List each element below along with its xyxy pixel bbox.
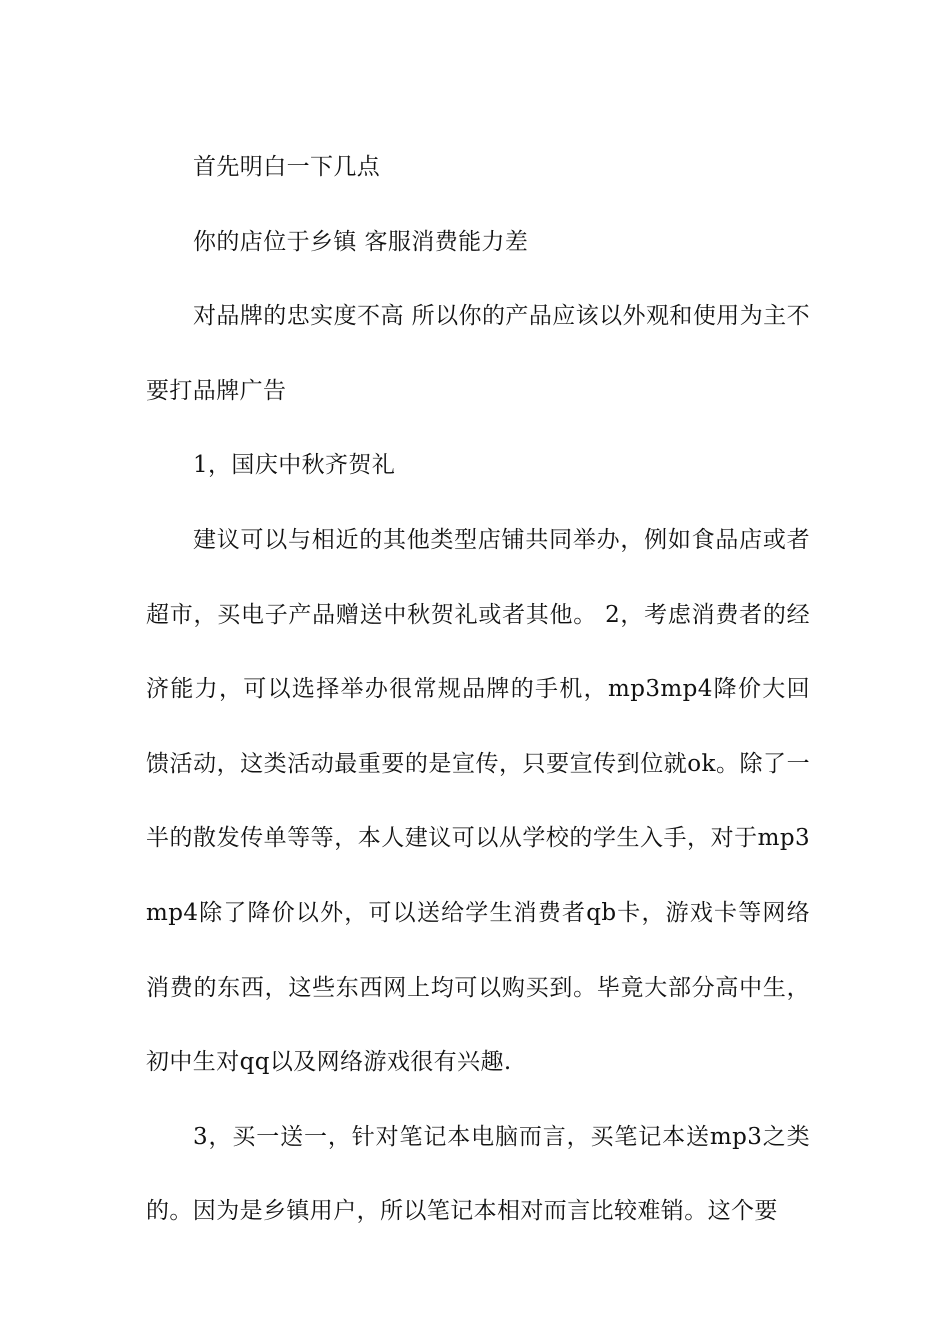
paragraph-item-3: 3，买一送一，针对笔记本电脑而言，买笔记本送mp3之类的。因为是乡镇用户，所以笔记本相对而言比较难销。这个要 [146, 1123, 810, 1225]
paragraph-item-1-heading: 1，国庆中秋齐贺礼 [193, 452, 396, 479]
paragraph-suggestions: 建议可以与相近的其他类型店铺共同举办，例如食品店或者超市，买电子产品赠送中秋贺礼或者其他。 2，考虑消费者的经济能力，可以选择举办很常规品牌的手机，mp3mp4降价大回馈活动，这类活动最重要的是宣传，只要宣传到位就ok。除了一半的散发传单等等，本人建议可以从学校的学生入手，对于mp3mp4除了降价以外，可以送给学生消费者qb卡，游戏卡等网络消费的东西，这些东西网上均可以购买到。毕竟大部分高中生，初中生对qq以及网络游戏很有兴趣. [146, 526, 810, 1076]
document-body [146, 130, 810, 1249]
paragraph-intro: 首先明白一下几点 [193, 154, 381, 180]
paragraph-location: 你的店位于乡镇 客服消费能力差 [193, 228, 529, 255]
paragraph-brand-loyalty: 对品牌的忠实度不高 所以你的产品应该以外观和使用为主不要打品牌广告 [146, 303, 810, 404]
